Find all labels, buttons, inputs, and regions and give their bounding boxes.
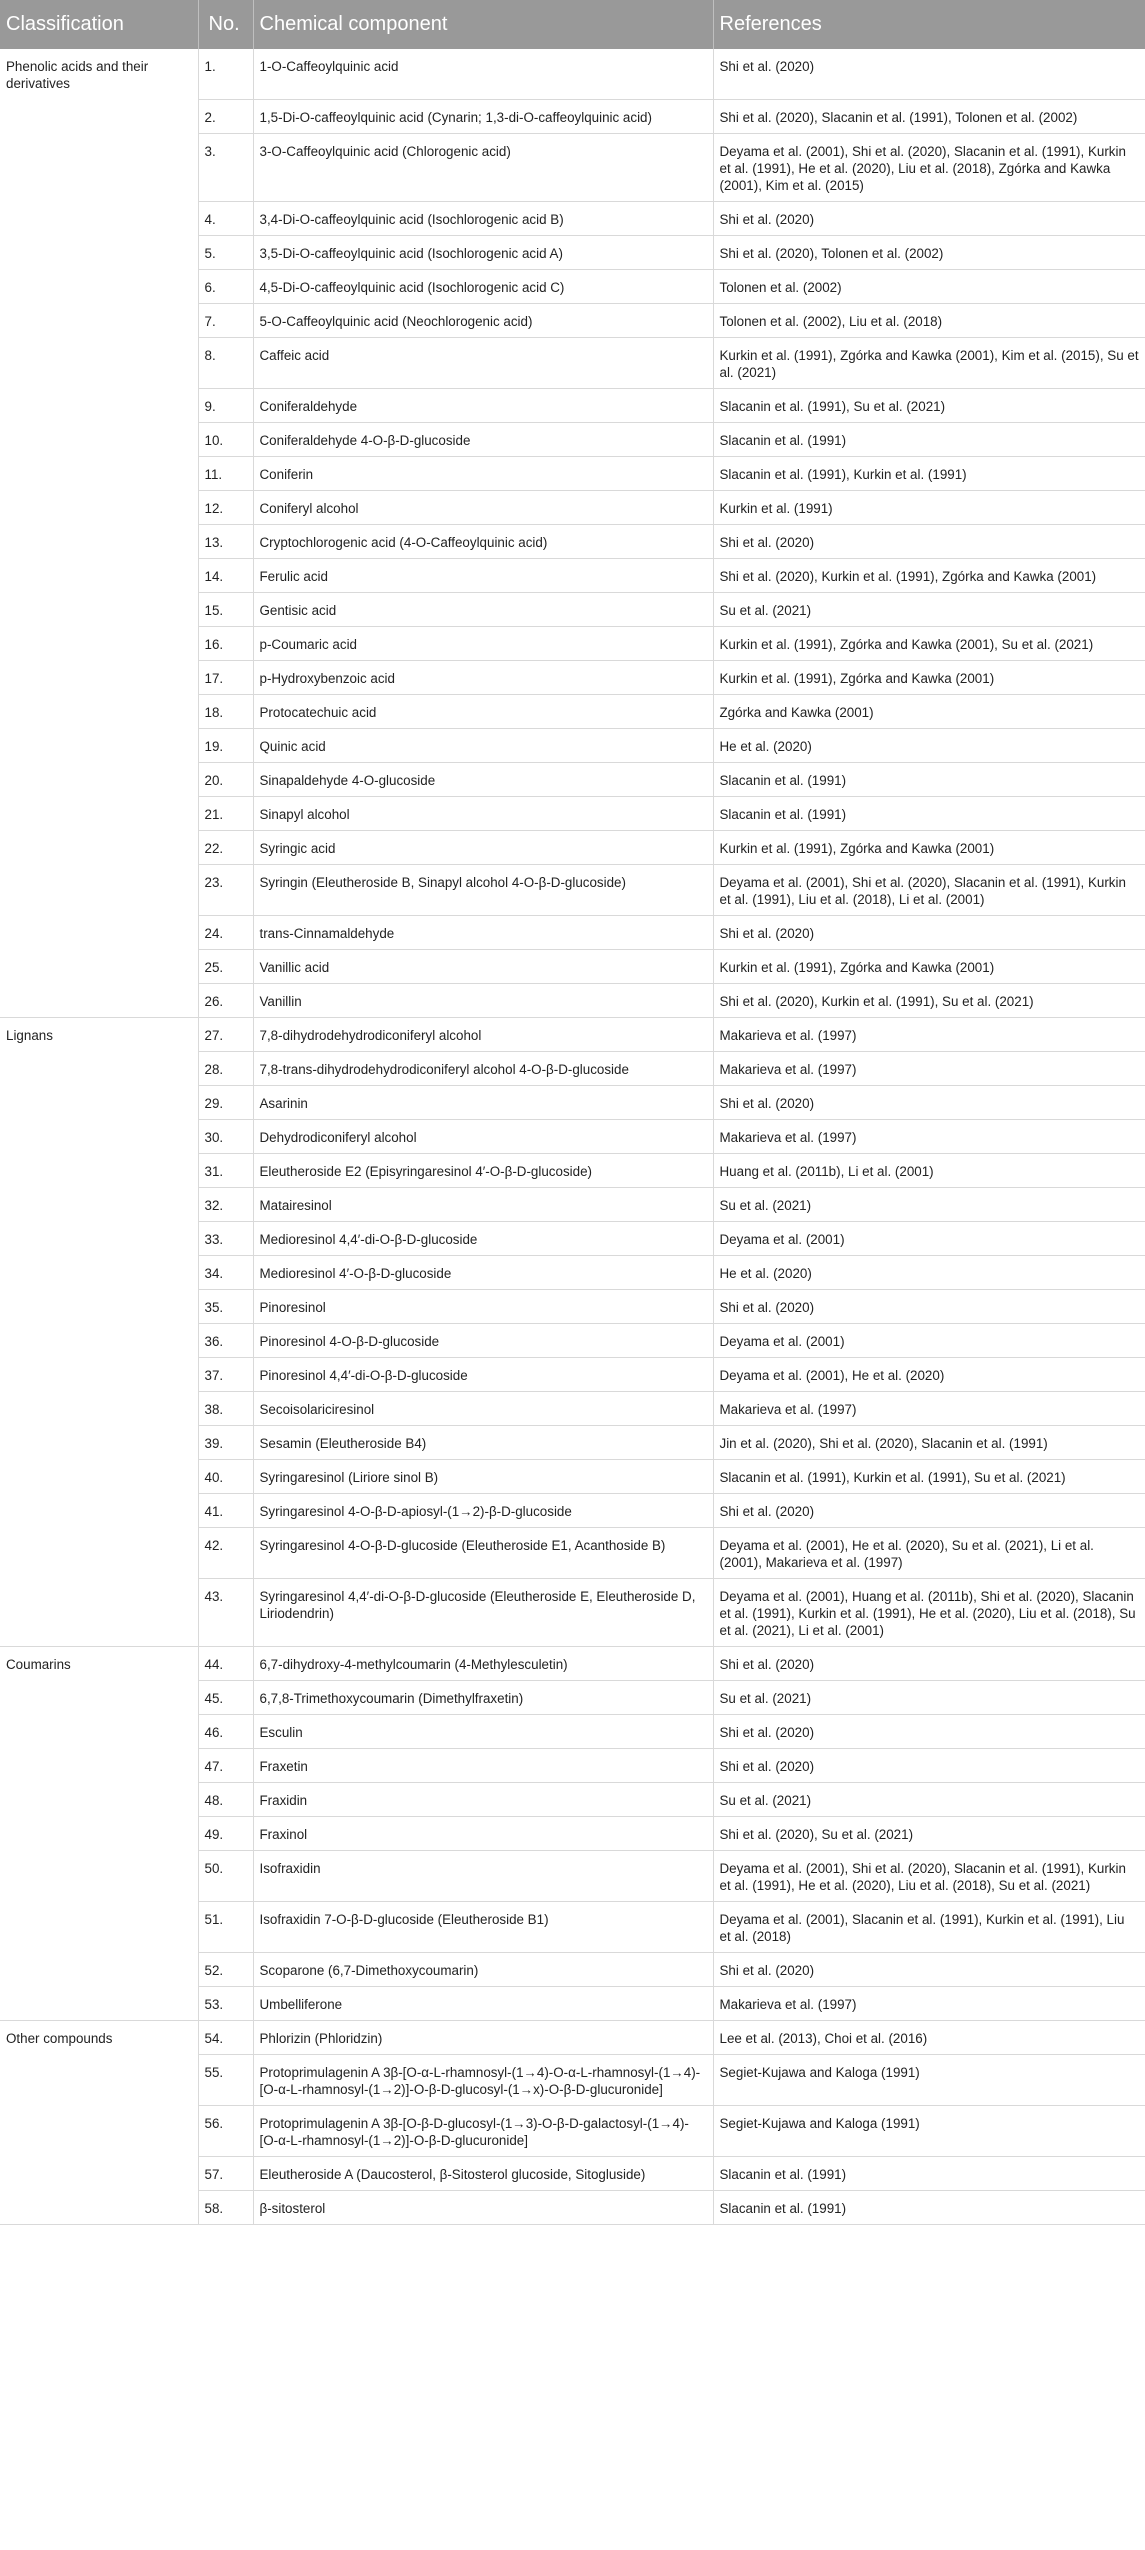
table-row: [0, 660, 1145, 694]
table-row: [0, 422, 1145, 456]
classification-cell: [0, 1289, 198, 1323]
component-cell: Scoparone (6,7-Dimethoxycoumarin): [253, 1952, 713, 1986]
classification-cell: [0, 1119, 198, 1153]
header-classification: Classification: [0, 0, 198, 49]
references-cell: Slacanin et al. (1991): [713, 762, 1145, 796]
no-cell: 38.: [198, 1391, 253, 1425]
references-cell: Shi et al. (2020): [713, 1952, 1145, 1986]
table-row: [0, 949, 1145, 983]
no-cell: 29.: [198, 1085, 253, 1119]
references-cell: Makarieva et al. (1997): [713, 1986, 1145, 2020]
component-cell: Coniferyl alcohol: [253, 490, 713, 524]
table-row: [0, 1425, 1145, 1459]
table-row: [0, 558, 1145, 592]
component-cell: Medioresinol 4′-O-β-D-glucoside: [253, 1255, 713, 1289]
component-cell: β-sitosterol: [253, 2190, 713, 2224]
classification-cell: [0, 1255, 198, 1289]
table-row: [0, 2156, 1145, 2190]
no-cell: 3.: [198, 133, 253, 201]
references-cell: Shi et al. (2020): [713, 49, 1145, 99]
table-row: [0, 1391, 1145, 1425]
references-cell: Su et al. (2021): [713, 592, 1145, 626]
component-cell: Coniferaldehyde 4-O-β-D-glucoside: [253, 422, 713, 456]
no-cell: 1.: [198, 49, 253, 99]
component-cell: Syringic acid: [253, 830, 713, 864]
no-cell: 40.: [198, 1459, 253, 1493]
table-row: [0, 1119, 1145, 1153]
classification-cell: [0, 2054, 198, 2105]
table-row: [0, 694, 1145, 728]
references-cell: Shi et al. (2020): [713, 524, 1145, 558]
classification-cell: [0, 626, 198, 660]
component-cell: Pinoresinol: [253, 1289, 713, 1323]
references-cell: Tolonen et al. (2002), Liu et al. (2018): [713, 303, 1145, 337]
component-cell: Syringaresinol (Liriore sinol B): [253, 1459, 713, 1493]
table-header: [0, 0, 1145, 49]
classification-cell: [0, 1527, 198, 1578]
references-cell: Shi et al. (2020): [713, 1646, 1145, 1680]
references-cell: Su et al. (2021): [713, 1782, 1145, 1816]
classification-cell: [0, 1357, 198, 1391]
classification-cell: [0, 796, 198, 830]
references-cell: Kurkin et al. (1991), Zgórka and Kawka (2001): [713, 660, 1145, 694]
no-cell: 6.: [198, 269, 253, 303]
table-row: [0, 456, 1145, 490]
table-row: [0, 1782, 1145, 1816]
no-cell: 43.: [198, 1578, 253, 1646]
classification-cell: [0, 133, 198, 201]
component-cell: Eleutheroside A (Daucosterol, β-Sitosterol glucoside, Sitogluside): [253, 2156, 713, 2190]
classification-cell: [0, 303, 198, 337]
references-cell: Slacanin et al. (1991), Su et al. (2021): [713, 388, 1145, 422]
references-cell: Deyama et al. (2001), Shi et al. (2020), Slacanin et al. (1991), Kurkin et al. (1991), He et al. (2020), Liu et al. (2018), Su et al. (2021): [713, 1850, 1145, 1901]
table-row: [0, 1748, 1145, 1782]
component-cell: Ferulic acid: [253, 558, 713, 592]
references-cell: Jin et al. (2020), Shi et al. (2020), Slacanin et al. (1991): [713, 1425, 1145, 1459]
component-cell: Protocatechuic acid: [253, 694, 713, 728]
references-cell: Kurkin et al. (1991), Zgórka and Kawka (2001), Su et al. (2021): [713, 626, 1145, 660]
classification-cell: [0, 830, 198, 864]
no-cell: 28.: [198, 1051, 253, 1085]
no-cell: 16.: [198, 626, 253, 660]
classification-cell: [0, 1493, 198, 1527]
component-cell: Gentisic acid: [253, 592, 713, 626]
no-cell: 22.: [198, 830, 253, 864]
no-cell: 30.: [198, 1119, 253, 1153]
classification-cell: [0, 1850, 198, 1901]
component-cell: Asarinin: [253, 1085, 713, 1119]
component-cell: Fraxidin: [253, 1782, 713, 1816]
component-cell: 6,7-dihydroxy-4-methylcoumarin (4-Methylesculetin): [253, 1646, 713, 1680]
classification-cell: [0, 524, 198, 558]
references-cell: Shi et al. (2020), Kurkin et al. (1991), Zgórka and Kawka (2001): [713, 558, 1145, 592]
no-cell: 26.: [198, 983, 253, 1017]
references-cell: Slacanin et al. (1991): [713, 2190, 1145, 2224]
table-row: [0, 1714, 1145, 1748]
no-cell: 18.: [198, 694, 253, 728]
classification-cell: [0, 388, 198, 422]
classification-cell: [0, 1153, 198, 1187]
table-row: [0, 1459, 1145, 1493]
component-cell: 4,5-Di-O-caffeoylquinic acid (Isochlorogenic acid C): [253, 269, 713, 303]
table-row: [0, 524, 1145, 558]
table-row: [0, 2054, 1145, 2105]
no-cell: 15.: [198, 592, 253, 626]
component-cell: 5-O-Caffeoylquinic acid (Neochlorogenic acid): [253, 303, 713, 337]
component-cell: Medioresinol 4,4′-di-O-β-D-glucoside: [253, 1221, 713, 1255]
classification-cell: [0, 1221, 198, 1255]
classification-cell: [0, 1323, 198, 1357]
component-cell: Syringaresinol 4,4′-di-O-β-D-glucoside (Eleutheroside E, Eleutheroside D, Liriodendrin): [253, 1578, 713, 1646]
table-row: [0, 762, 1145, 796]
table-row: [0, 1289, 1145, 1323]
no-cell: 23.: [198, 864, 253, 915]
no-cell: 8.: [198, 337, 253, 388]
component-cell: Matairesinol: [253, 1187, 713, 1221]
classification-cell: [0, 201, 198, 235]
references-cell: Segiet-Kujawa and Kaloga (1991): [713, 2105, 1145, 2156]
table-row: [0, 1986, 1145, 2020]
classification-cell: [0, 456, 198, 490]
classification-cell: [0, 1748, 198, 1782]
no-cell: 55.: [198, 2054, 253, 2105]
table-row: [0, 626, 1145, 660]
component-cell: Isofraxidin: [253, 1850, 713, 1901]
classification-cell: [0, 1901, 198, 1952]
references-cell: Huang et al. (2011b), Li et al. (2001): [713, 1153, 1145, 1187]
references-cell: Kurkin et al. (1991), Zgórka and Kawka (2001), Kim et al. (2015), Su et al. (2021): [713, 337, 1145, 388]
component-cell: 1,5-Di-O-caffeoylquinic acid (Cynarin; 1,3-di-O-caffeoylquinic acid): [253, 99, 713, 133]
table-row: [0, 830, 1145, 864]
classification-cell: [0, 490, 198, 524]
table-row: [0, 592, 1145, 626]
classification-cell: [0, 1986, 198, 2020]
table-row: [0, 728, 1145, 762]
no-cell: 21.: [198, 796, 253, 830]
table-row: [0, 99, 1145, 133]
no-cell: 57.: [198, 2156, 253, 2190]
classification-cell: [0, 1187, 198, 1221]
table-row: [0, 1493, 1145, 1527]
references-cell: Makarieva et al. (1997): [713, 1391, 1145, 1425]
component-cell: Coniferaldehyde: [253, 388, 713, 422]
table-row: [0, 1153, 1145, 1187]
component-cell: Syringaresinol 4-O-β-D-glucoside (Eleutheroside E1, Acanthoside B): [253, 1527, 713, 1578]
table-row: [0, 2020, 1145, 2054]
component-cell: 1-O-Caffeoylquinic acid: [253, 49, 713, 99]
table-row: [0, 1850, 1145, 1901]
no-cell: 10.: [198, 422, 253, 456]
table-row: [0, 269, 1145, 303]
references-cell: Kurkin et al. (1991), Zgórka and Kawka (2001): [713, 949, 1145, 983]
component-cell: Fraxetin: [253, 1748, 713, 1782]
no-cell: 14.: [198, 558, 253, 592]
references-cell: Segiet-Kujawa and Kaloga (1991): [713, 2054, 1145, 2105]
references-cell: Kurkin et al. (1991), Zgórka and Kawka (2001): [713, 830, 1145, 864]
component-cell: Esculin: [253, 1714, 713, 1748]
no-cell: 52.: [198, 1952, 253, 1986]
no-cell: 31.: [198, 1153, 253, 1187]
no-cell: 51.: [198, 1901, 253, 1952]
component-cell: Protoprimulagenin A 3β-[O-β-D-glucosyl-(1→3)-O-β-D-galactosyl-(1→4)-[O-α-L-rhamnosyl-(1→2)]-O-β-D-glucuronide]: [253, 2105, 713, 2156]
references-cell: Deyama et al. (2001): [713, 1221, 1145, 1255]
no-cell: 17.: [198, 660, 253, 694]
classification-cell: [0, 235, 198, 269]
table-row: [0, 2105, 1145, 2156]
classification-cell: [0, 949, 198, 983]
no-cell: 25.: [198, 949, 253, 983]
classification-cell: [0, 1680, 198, 1714]
header-references: References: [713, 0, 1145, 49]
references-cell: Slacanin et al. (1991), Kurkin et al. (1991), Su et al. (2021): [713, 1459, 1145, 1493]
table-row: [0, 133, 1145, 201]
references-cell: Makarieva et al. (1997): [713, 1017, 1145, 1051]
table-row: [0, 1051, 1145, 1085]
classification-cell: [0, 1391, 198, 1425]
classification-cell: [0, 660, 198, 694]
classification-cell: [0, 915, 198, 949]
references-cell: Shi et al. (2020), Tolonen et al. (2002): [713, 235, 1145, 269]
classification-cell: Lignans: [0, 1017, 198, 1051]
table-row: [0, 1901, 1145, 1952]
component-cell: 3-O-Caffeoylquinic acid (Chlorogenic acid): [253, 133, 713, 201]
references-cell: Slacanin et al. (1991), Kurkin et al. (1991): [713, 456, 1145, 490]
references-cell: Deyama et al. (2001), He et al. (2020), Su et al. (2021), Li et al. (2001), Makarieva et al. (1997): [713, 1527, 1145, 1578]
references-cell: Slacanin et al. (1991): [713, 422, 1145, 456]
no-cell: 48.: [198, 1782, 253, 1816]
component-cell: Pinoresinol 4-O-β-D-glucoside: [253, 1323, 713, 1357]
table-row: [0, 1255, 1145, 1289]
references-cell: He et al. (2020): [713, 728, 1145, 762]
references-cell: Shi et al. (2020), Slacanin et al. (1991), Tolonen et al. (2002): [713, 99, 1145, 133]
component-cell: Caffeic acid: [253, 337, 713, 388]
references-cell: Su et al. (2021): [713, 1680, 1145, 1714]
no-cell: 9.: [198, 388, 253, 422]
table-row: [0, 235, 1145, 269]
classification-cell: [0, 2105, 198, 2156]
table-body: [0, 49, 1145, 2224]
table-row: [0, 864, 1145, 915]
table-row: [0, 796, 1145, 830]
component-cell: 3,4-Di-O-caffeoylquinic acid (Isochlorogenic acid B): [253, 201, 713, 235]
no-cell: 42.: [198, 1527, 253, 1578]
component-cell: Sinapyl alcohol: [253, 796, 713, 830]
classification-cell: Other compounds: [0, 2020, 198, 2054]
classification-cell: Coumarins: [0, 1646, 198, 1680]
references-cell: Makarieva et al. (1997): [713, 1119, 1145, 1153]
classification-cell: [0, 1051, 198, 1085]
table-row: [0, 1646, 1145, 1680]
references-cell: Shi et al. (2020), Kurkin et al. (1991), Su et al. (2021): [713, 983, 1145, 1017]
component-cell: Isofraxidin 7-O-β-D-glucoside (Eleutheroside B1): [253, 1901, 713, 1952]
table-row: [0, 1085, 1145, 1119]
no-cell: 5.: [198, 235, 253, 269]
component-cell: Syringaresinol 4-O-β-D-apiosyl-(1→2)-β-D-glucoside: [253, 1493, 713, 1527]
classification-cell: [0, 99, 198, 133]
component-cell: Pinoresinol 4,4′-di-O-β-D-glucoside: [253, 1357, 713, 1391]
no-cell: 27.: [198, 1017, 253, 1051]
component-cell: Coniferin: [253, 456, 713, 490]
no-cell: 37.: [198, 1357, 253, 1391]
component-cell: Phlorizin (Phloridzin): [253, 2020, 713, 2054]
table-row: [0, 1017, 1145, 1051]
no-cell: 54.: [198, 2020, 253, 2054]
header-component: Chemical component: [253, 0, 713, 49]
references-cell: Zgórka and Kawka (2001): [713, 694, 1145, 728]
table-row: [0, 490, 1145, 524]
classification-cell: [0, 2156, 198, 2190]
component-cell: 7,8-dihydrodehydrodiconiferyl alcohol: [253, 1017, 713, 1051]
table-row: [0, 1323, 1145, 1357]
table-row: [0, 1680, 1145, 1714]
references-cell: Shi et al. (2020): [713, 201, 1145, 235]
no-cell: 4.: [198, 201, 253, 235]
no-cell: 45.: [198, 1680, 253, 1714]
table-row: [0, 983, 1145, 1017]
no-cell: 36.: [198, 1323, 253, 1357]
no-cell: 47.: [198, 1748, 253, 1782]
references-cell: Makarieva et al. (1997): [713, 1051, 1145, 1085]
no-cell: 41.: [198, 1493, 253, 1527]
table-row: [0, 303, 1145, 337]
component-cell: Eleutheroside E2 (Episyringaresinol 4′-O-β-D-glucoside): [253, 1153, 713, 1187]
classification-cell: [0, 269, 198, 303]
no-cell: 50.: [198, 1850, 253, 1901]
no-cell: 35.: [198, 1289, 253, 1323]
classification-cell: [0, 1782, 198, 1816]
component-cell: Sinapaldehyde 4-O-glucoside: [253, 762, 713, 796]
component-cell: Secoisolariciresinol: [253, 1391, 713, 1425]
classification-cell: [0, 1714, 198, 1748]
no-cell: 39.: [198, 1425, 253, 1459]
component-cell: Sesamin (Eleutheroside B4): [253, 1425, 713, 1459]
table-row: [0, 915, 1145, 949]
component-cell: 3,5-Di-O-caffeoylquinic acid (Isochlorogenic acid A): [253, 235, 713, 269]
references-cell: Lee et al. (2013), Choi et al. (2016): [713, 2020, 1145, 2054]
references-cell: He et al. (2020): [713, 1255, 1145, 1289]
component-cell: p-Hydroxybenzoic acid: [253, 660, 713, 694]
classification-cell: [0, 728, 198, 762]
no-cell: 32.: [198, 1187, 253, 1221]
no-cell: 33.: [198, 1221, 253, 1255]
classification-cell: [0, 1952, 198, 1986]
no-cell: 46.: [198, 1714, 253, 1748]
classification-cell: [0, 2190, 198, 2224]
component-cell: trans-Cinnamaldehyde: [253, 915, 713, 949]
no-cell: 11.: [198, 456, 253, 490]
no-cell: 24.: [198, 915, 253, 949]
table-row: [0, 1816, 1145, 1850]
classification-cell: [0, 1425, 198, 1459]
references-cell: Tolonen et al. (2002): [713, 269, 1145, 303]
table-row: [0, 388, 1145, 422]
no-cell: 2.: [198, 99, 253, 133]
component-cell: 6,7,8-Trimethoxycoumarin (Dimethylfraxetin): [253, 1680, 713, 1714]
component-cell: Vanillic acid: [253, 949, 713, 983]
component-cell: Protoprimulagenin A 3β-[O-α-L-rhamnosyl-(1→4)-O-α-L-rhamnosyl-(1→4)-[O-α-L-rhamnosyl-(1→2)]-O-β-D-glucosyl-(1→x)-O-β-D-glucuronide]: [253, 2054, 713, 2105]
classification-cell: [0, 422, 198, 456]
references-cell: Slacanin et al. (1991): [713, 796, 1145, 830]
component-cell: Vanillin: [253, 983, 713, 1017]
table-row: [0, 1221, 1145, 1255]
references-cell: Slacanin et al. (1991): [713, 2156, 1145, 2190]
classification-cell: [0, 762, 198, 796]
classification-cell: [0, 592, 198, 626]
references-cell: Deyama et al. (2001), Shi et al. (2020), Slacanin et al. (1991), Kurkin et al. (1991), Liu et al. (2018), Li et al. (2001): [713, 864, 1145, 915]
table-row: [0, 1527, 1145, 1578]
references-cell: Shi et al. (2020), Su et al. (2021): [713, 1816, 1145, 1850]
component-cell: p-Coumaric acid: [253, 626, 713, 660]
classification-cell: [0, 337, 198, 388]
table-row: [0, 2190, 1145, 2224]
table-row: [0, 49, 1145, 99]
no-cell: 58.: [198, 2190, 253, 2224]
references-cell: Deyama et al. (2001), Slacanin et al. (1991), Kurkin et al. (1991), Liu et al. (2018): [713, 1901, 1145, 1952]
no-cell: 53.: [198, 1986, 253, 2020]
component-cell: Dehydrodiconiferyl alcohol: [253, 1119, 713, 1153]
classification-cell: [0, 1578, 198, 1646]
references-cell: Shi et al. (2020): [713, 1748, 1145, 1782]
classification-cell: [0, 864, 198, 915]
references-cell: Shi et al. (2020): [713, 915, 1145, 949]
no-cell: 34.: [198, 1255, 253, 1289]
references-cell: Shi et al. (2020): [713, 1493, 1145, 1527]
component-cell: Syringin (Eleutheroside B, Sinapyl alcohol 4-O-β-D-glucoside): [253, 864, 713, 915]
table-row: [0, 1357, 1145, 1391]
header-no: No.: [198, 0, 253, 49]
references-cell: Deyama et al. (2001), He et al. (2020): [713, 1357, 1145, 1391]
references-cell: Deyama et al. (2001), Huang et al. (2011b), Shi et al. (2020), Slacanin et al. (1991), Kurkin et al. (1991), He et al. (2020), Liu et al. (2018), Su et al. (2021), Li et al. (2001): [713, 1578, 1145, 1646]
classification-cell: [0, 558, 198, 592]
no-cell: 56.: [198, 2105, 253, 2156]
table-row: [0, 1187, 1145, 1221]
references-cell: Shi et al. (2020): [713, 1714, 1145, 1748]
references-cell: Shi et al. (2020): [713, 1085, 1145, 1119]
component-cell: Cryptochlorogenic acid (4-O-Caffeoylquinic acid): [253, 524, 713, 558]
references-cell: Kurkin et al. (1991): [713, 490, 1145, 524]
no-cell: 49.: [198, 1816, 253, 1850]
no-cell: 44.: [198, 1646, 253, 1680]
references-cell: Deyama et al. (2001), Shi et al. (2020), Slacanin et al. (1991), Kurkin et al. (1991), He et al. (2020), Liu et al. (2018), Zgórka and Kawka (2001), Kim et al. (2015): [713, 133, 1145, 201]
references-cell: Su et al. (2021): [713, 1187, 1145, 1221]
no-cell: 7.: [198, 303, 253, 337]
component-cell: 7,8-trans-dihydrodehydrodiconiferyl alcohol 4-O-β-D-glucoside: [253, 1051, 713, 1085]
references-cell: Shi et al. (2020): [713, 1289, 1145, 1323]
no-cell: 12.: [198, 490, 253, 524]
no-cell: 19.: [198, 728, 253, 762]
table-row: [0, 1952, 1145, 1986]
classification-cell: Phenolic acids and their derivatives: [0, 49, 198, 99]
component-cell: Quinic acid: [253, 728, 713, 762]
classification-cell: [0, 694, 198, 728]
table-row: [0, 1578, 1145, 1646]
references-cell: Deyama et al. (2001): [713, 1323, 1145, 1357]
component-cell: Umbelliferone: [253, 1986, 713, 2020]
table-row: [0, 201, 1145, 235]
component-cell: Fraxinol: [253, 1816, 713, 1850]
classification-cell: [0, 1085, 198, 1119]
no-cell: 20.: [198, 762, 253, 796]
classification-cell: [0, 1816, 198, 1850]
table-row: [0, 337, 1145, 388]
classification-cell: [0, 1459, 198, 1493]
no-cell: 13.: [198, 524, 253, 558]
classification-cell: [0, 983, 198, 1017]
